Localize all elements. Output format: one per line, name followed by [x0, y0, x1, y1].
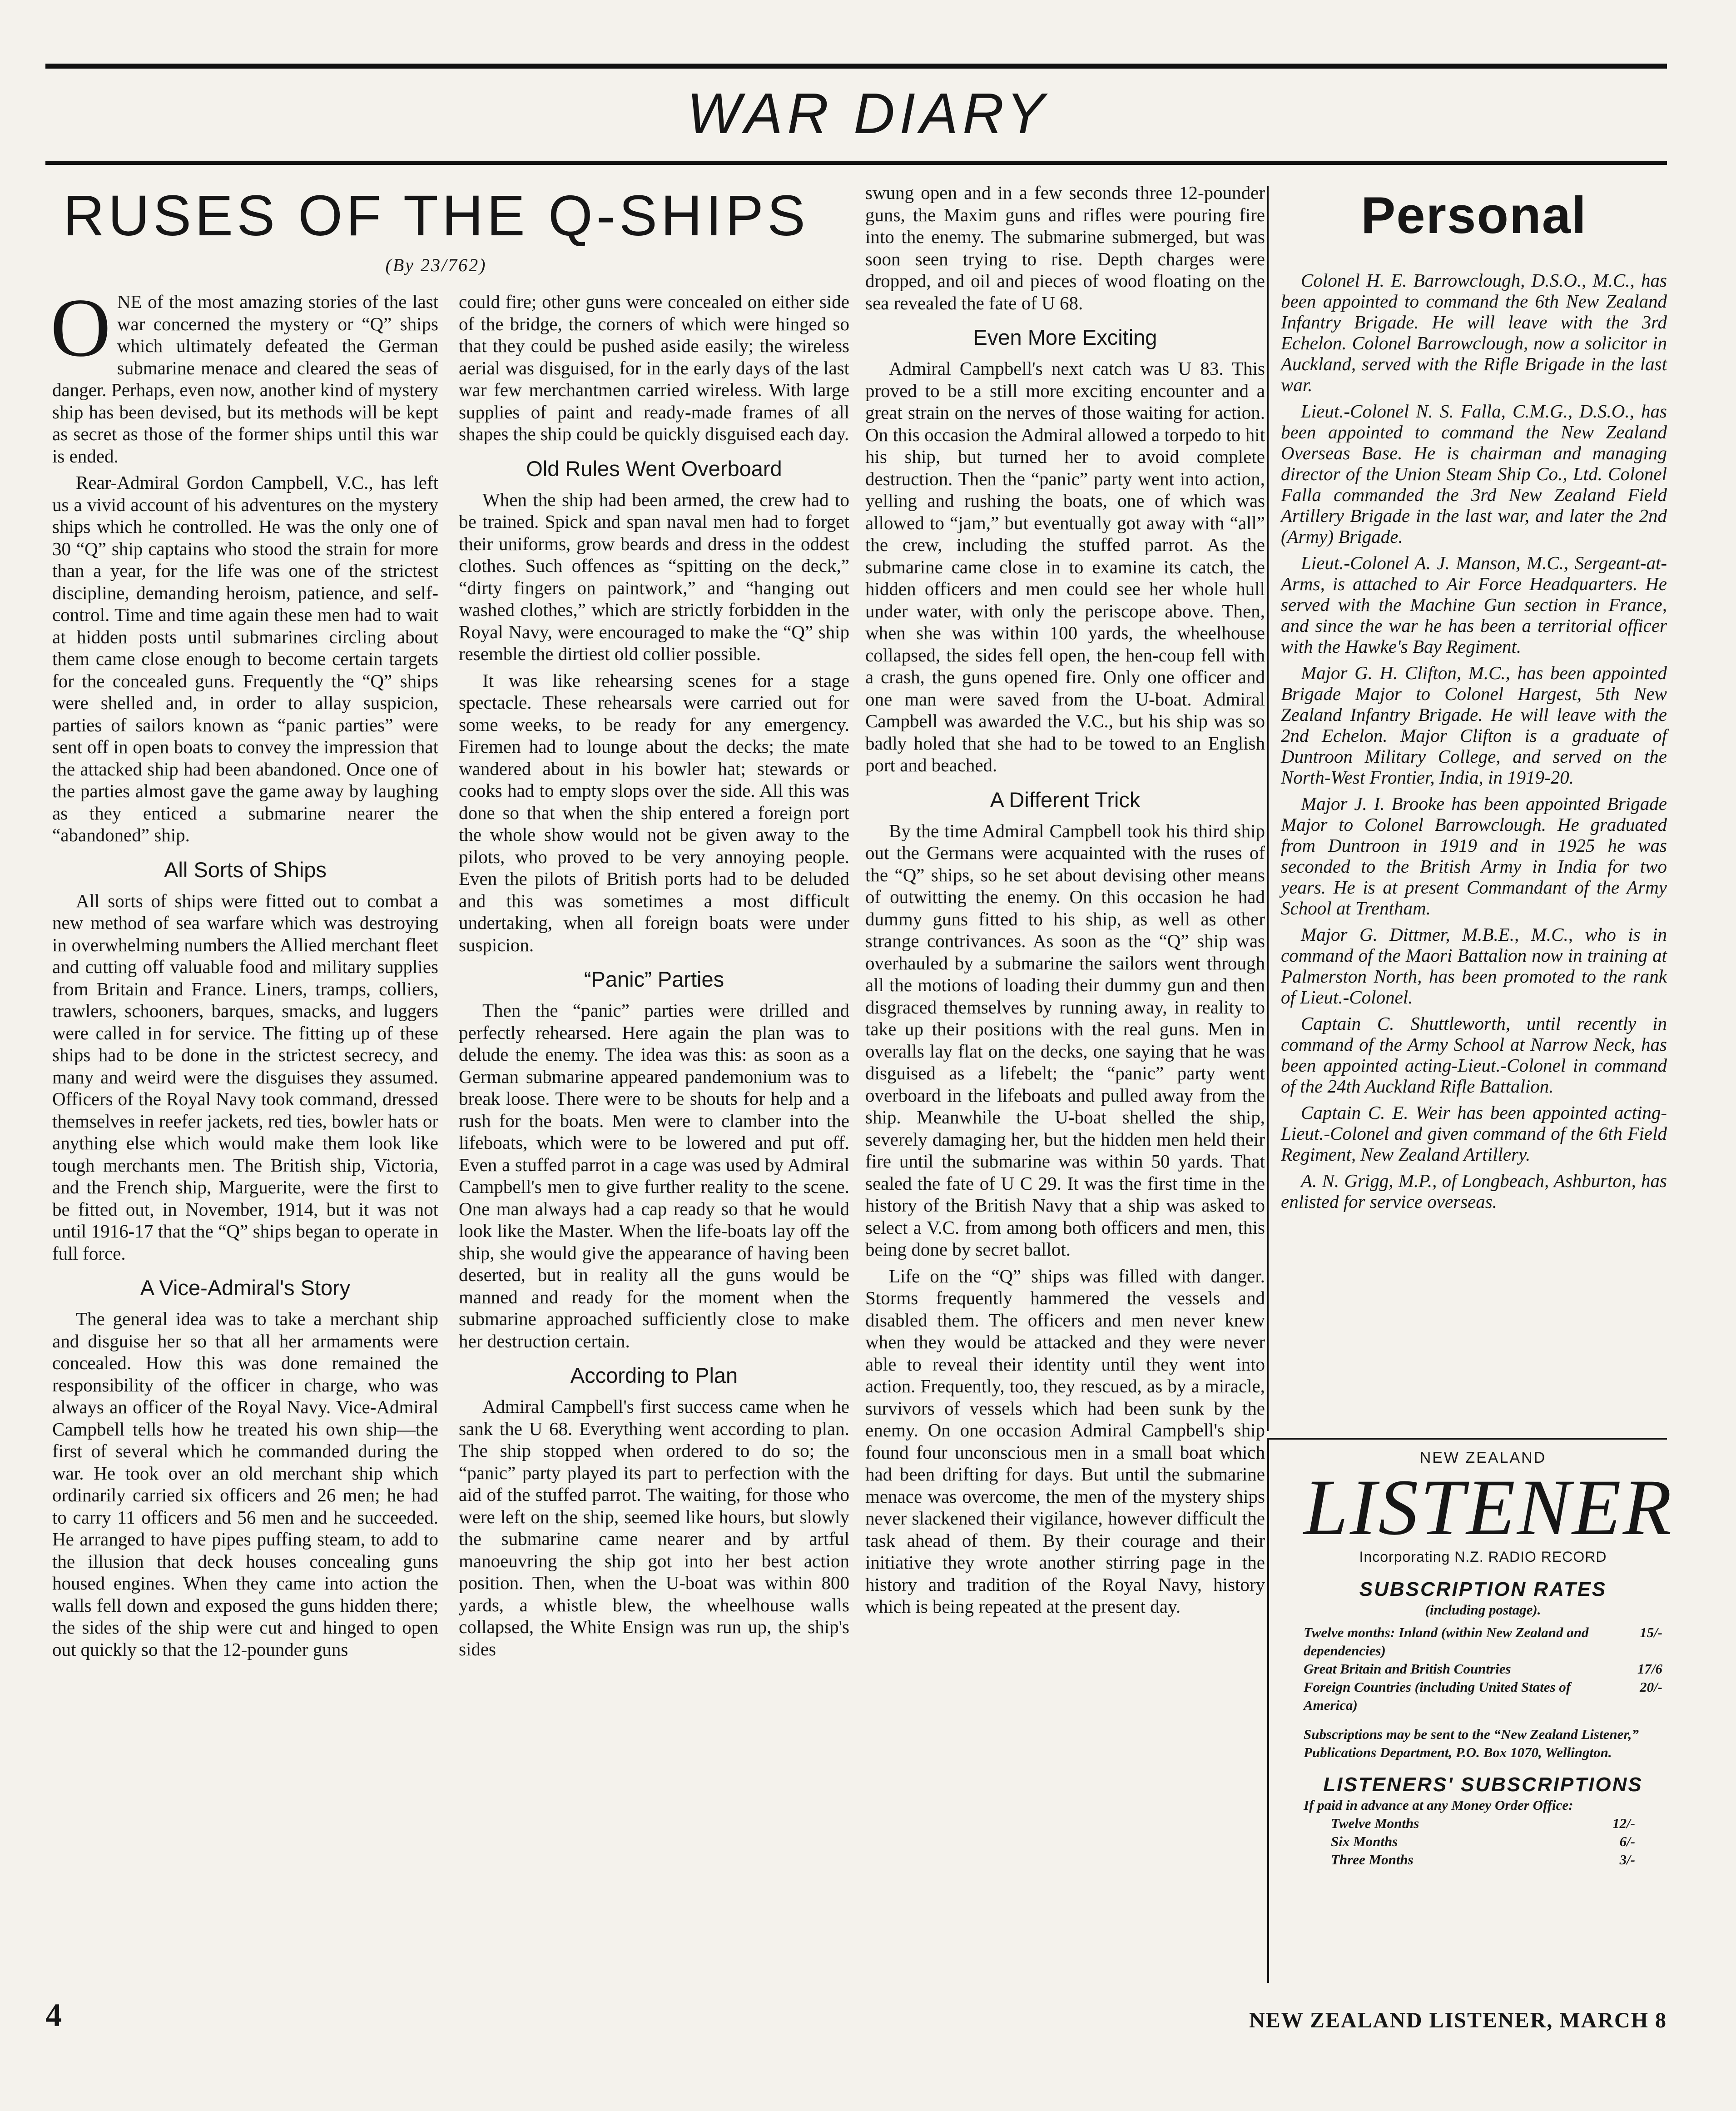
paragraph: By the time Admiral Campbell took his third ship out the Germans were acquainted with the ruses of the “Q” ships, so he set about devising other means of outwitting the enemy. On this occasion he had dummy guns fitted to his ship, as well as other strange contrivances. As soon as the “Q” ship was overhauled by a submarine the sailors went through all the motions of loading their dummy gun and then disgraced themselves by running away, in reality to take up their positions with the real guns. Men in overalls lay flat on the decks, one saying that he was disguised as a lifebelt; the “panic” party went overboard in the lifeboats and pulled away from the ship. Meanwhile the U-boat shelled the ship, severely damaging her, but the hidden men held their fire until the submarine was within 50 yards. That sealed the fate of U C 29. It was the first time in the history of the British Navy that a ship was asked to select a V.C. from among both officers and men, this being done by secret ballot.	[865, 820, 1265, 1260]
masthead-logo: LISTENER	[1304, 1463, 1674, 1552]
paragraph: could fire; other guns were concealed on either side of the bridge, the corners of which were hinged so that they could be pushed aside easily; the wireless aerial was disguised, for in the early days of the last war few merchantmen carried wireless. With large supplies of paint and ready-made frames of all shapes the ship could be quickly disguised each day.	[459, 291, 849, 444]
paragraph	[50, 281, 438, 467]
rate-row	[1304, 1678, 1662, 1714]
rate-value: 3/-	[1619, 1852, 1635, 1868]
personal-title: Personal	[1361, 187, 1587, 244]
rate-row	[1304, 1660, 1662, 1678]
subscription-box-left	[1267, 1438, 1269, 1983]
paragraph: swung open and in a few seconds three 12-pounder guns, the Maxim guns and rifles were pouring fire into the enemy. The submarine submerged, but was soon seen trying to rise. Depth charges were dropped, and oil and pieces of wood floating on the sea revealed the fate of U 68.	[865, 182, 1265, 313]
article-headline: RUSES OF THE Q-SHIPS	[63, 184, 809, 248]
rate-label: Twelve months: Inland (within New Zealand and dependencies)	[1304, 1624, 1589, 1659]
banner-rule	[45, 161, 1667, 165]
personal-item: Captain C. Shuttleworth, until recently in command of the Army School at Narrow Neck, has been appointed acting-Lieut.-Colonel in command of the 24th Auckland Rifle Battalion.	[1281, 1013, 1667, 1097]
subheading: All Sorts of Ships	[164, 857, 327, 882]
paragraph: Admiral Campbell's next catch was U 83. This proved to be a still more exciting encounter and a great strain on the nerves of those waiting for action. On this occasion the Admiral allowed a torpedo to hit his ship, but turned her to avoid complete destruction. Then the “panic” party went into action, yelling and rushing the boats, one of which was allowed to “jam,” but eventually got away with “all” the crew, including the stuffed parrot. As the submarine came close in to examine its catch, the hidden officers and men could see her whole hull under water, with only the periscope above. Then, when she was within 100 yards, the wheelhouse collapsed, the sides fell open, the hen-coup fell with a crash, the guns opened fire. Only one officer and one man were saved from the U-boat. Admiral Campbell was awarded the V.C., but his ship was so badly holed that she had to be towed to an English port and beached.	[865, 358, 1265, 775]
article-column-1	[50, 281, 438, 1665]
paragraph: Rear-Admiral Gordon Campbell, V.C., has left us a vivid account of his adventures on the mystery ships which he controlled. He was the only one of 30 “Q” ship captains who stood the strain for more than a year, for the life was one of the strictest discipline, demanding heroism, patience, and self-control. Time and time again these men had to wait at hidden posts until submarines circling about them came close enough to become certain targets for the concealed guns. Frequently the “Q” ships were shelled and, in order to allay suspicion, parties of sailors known as “panic parties” were sent off in open boats to convey the impression that the attacked ship had been abandoned. Once one of the parties almost gave the game away by laughing as they enticed a submarine nearer the “abandoned” ship.	[52, 472, 438, 845]
personal-item: Major J. I. Brooke has been appointed Brigade Major to Colonel Barrowclough. He graduated from Duntroon in 1919 and in 1925 he was seconded to the British Army in India for two years. He is at present Commandant of the Army School at Trentham.	[1281, 793, 1667, 919]
rate-row	[1331, 1814, 1635, 1833]
paragraph: The general idea was to take a merchant ship and disguise her so that all her armaments were concealed. How this was done remained the responsibility of the officer in charge, who was always an officer of the Royal Navy. Vice-Admiral Campbell tells how he treated his own ship—the first of several which he commanded during the war. He took over an old merchant ship which ordinarily carried six officers and 26 men; he had to carry 11 officers and 56 men and he succeeded. He arranged to have pipes puffing steam, to add to the illusion that deck houses concealing guns housed engines. When they came into action the walls fell down and exposed the guns hidden there; the sides of the ship were cut and hinged to open out quickly so that the 12-pounder guns	[52, 1308, 438, 1660]
subscription-box	[1304, 1449, 1674, 1869]
drop-cap: O	[50, 281, 111, 374]
rate-row	[1331, 1851, 1635, 1869]
postage-note: (including postage).	[1425, 1602, 1541, 1618]
masthead-incorporating: Incorporating N.Z. RADIO RECORD	[1359, 1549, 1607, 1565]
rate-value: 12/-	[1612, 1815, 1635, 1831]
paragraph: It was like rehearsing scenes for a stage spectacle. These rehearsals were carried out for some weeks, to be ready for any emergency. Firemen had to lounge about the decks; the mate wandered about in his bowler hat; stewards or cooks had to empty slops over the side. All this was done so that when the ship entered a foreign port the whole show would not be given away to the pilots, who proved to be very annoying people. Even the pilots of British ports had to be deluded and this was sometimes a most difficult undertaking, when all foreign boats were under suspicion.	[459, 670, 849, 955]
subheading: Old Rules Went Overboard	[526, 456, 782, 481]
advance-note: If paid in advance at any Money Order Office:	[1304, 1797, 1573, 1813]
top-rule	[45, 64, 1667, 69]
section-banner: WAR DIARY	[687, 81, 1049, 145]
rate-value: 17/6	[1637, 1661, 1662, 1677]
footer-publication: NEW ZEALAND LISTENER, MARCH 8	[1249, 2008, 1667, 2032]
page-number: 4	[45, 1997, 62, 2033]
personal-column	[1281, 182, 1667, 1217]
subheading: “Panic” Parties	[584, 967, 724, 991]
rate-label: Twelve Months	[1331, 1815, 1419, 1831]
rate-label: Six Months	[1331, 1833, 1398, 1849]
article-byline: (By 23/762)	[385, 255, 487, 275]
send-note: Subscriptions may be sent to the “New Zealand Listener,” Publications Department, P.O. Box 1070, Wellington.	[1304, 1726, 1639, 1760]
subheading: A Different Trick	[990, 787, 1141, 812]
column-divider-personal	[1267, 186, 1269, 1431]
personal-item: Lieut.-Colonel N. S. Falla, C.M.G., D.S.O., has been appointed to command the New Zealand Overseas Base. He is chairman and managing director of the Union Steam Ship Co., Ltd. Colonel Falla commanded the 3rd New Zealand Field Artillery Brigade in the last war, and later the 2nd (Army) Brigade.	[1281, 401, 1667, 547]
rate-value: 6/-	[1619, 1833, 1635, 1849]
rate-value: 15/-	[1640, 1624, 1662, 1640]
personal-item: Colonel H. E. Barrowclough, D.S.O., M.C., has been appointed to command the 6th New Zealand Infantry Brigade. He will leave with the 3rd Echelon. Colonel Barrowclough, now a solicitor in Auckland, served with the Rifle Brigade in the last war.	[1281, 270, 1667, 395]
personal-item: Captain C. E. Weir has been appointed acting-Lieut.-Colonel and given command of the 6th Field Regiment, New Zealand Artillery.	[1281, 1102, 1667, 1165]
rates-heading: SUBSCRIPTION RATES	[1359, 1578, 1607, 1600]
rates-list	[1304, 1624, 1662, 1714]
subheading: According to Plan	[570, 1363, 738, 1387]
rate-label: Three Months	[1331, 1852, 1414, 1868]
paragraph: Then the “panic” parties were drilled and perfectly rehearsed. Here again the plan was to delude the enemy. The idea was this: as soon as a German submarine appeared pandemonium was to break loose. There were to be shouts for help and a rush for the boats. Men were to clamber into the lifeboats, which were to be lowered and put off. Even a stuffed parrot in a cage was used by Admiral Campbell's men to give further reality to the scene. One man always had a cap ready so that he would look like the Master. When the life-boats lay off the ship, she would give the appearance of having been deserted, but in reality all the guns would be manned and ready for the moment when the submarine approached sufficiently close to make her destruction certain.	[459, 1000, 849, 1351]
paragraph-text: NE of the most amazing stories of the last war concerned the mystery or “Q” ships which ultimately defeated the German submarine menace and cleared the seas of danger. Perhaps, even now, another kind of mystery ship has been devised, but its methods will be kept as secret as those of the former ships until this war is ended.	[52, 291, 438, 467]
rate-label: Great Britain and British Countries	[1304, 1661, 1511, 1677]
paragraph: Admiral Campbell's first success came when he sank the U 68. Everything went according to plan. The ship stopped when ordered to do so; the “panic” party played its part to perfection with the aid of the stuffed parrot. The waiting, for those who were left on the ship, seemed like hours, but slowly the submarine came nearer and by artful manoeuvring the ship got into her best action position. Then, when the U-boat was within 800 yards, a whistle blew, the wheelhouse walls collapsed, the White Ensign was run up, the ship's sides	[459, 1396, 849, 1659]
subheading: Even More Exciting	[973, 325, 1157, 349]
rate-label: Foreign Countries (including United States of America)	[1304, 1679, 1571, 1713]
paragraph: When the ship had been armed, the crew had to be trained. Spick and span naval men had to forget their uniforms, grow beards and dress in the oddest clothes. Such offences as “spitting on the deck,” “dirty fingers on paintwork,” and “hanging out washed clothes,” which are strictly forbidden in the Royal Navy, were encouraged to make the “Q” ship resemble the dirtiest old collier possible.	[459, 489, 849, 664]
rate-value: 20/-	[1640, 1679, 1662, 1695]
listeners-heading: LISTENERS' SUBSCRIPTIONS	[1323, 1773, 1643, 1796]
paragraph: All sorts of ships were fitted out to combat a new method of sea warfare which was destroying in overwhelming numbers the Allied merchant fleet and cutting off valuable food and military supplies from Britain and France. Liners, tramps, colliers, trawlers, schooners, barques, smacks, and luggers were called in for service. The fitting up of these ships had to be done in the strictest secrecy, and many and weird were the disguises they assumed. Officers of the Royal Navy took command, dressed themselves in reefer jackets, red ties, bowler hats or anything else which would make them look like tough merchants men. The British ship, Victoria, and the French ship, Marguerite, were the first to be fitted out, in November, 1914, but it was not until 1916-17 that the “Q” ships began to operate in full force.	[52, 890, 438, 1264]
masthead-country: NEW ZEALAND	[1419, 1449, 1547, 1466]
personal-item: Major G. Dittmer, M.B.E., M.C., who is in command of the Maori Battalion now in training at Palmerston North, has been promoted to the rank of Lieut.-Colonel.	[1281, 924, 1667, 1008]
article-column-3	[865, 182, 1265, 1622]
article-column-2	[459, 291, 849, 1664]
paragraph: Life on the “Q” ships was filled with danger. Storms frequently hammered the vessels and disabled them. The officers and men never knew when they would be attacked and they were never able to reveal their identity until they went into action. Frequently, too, they rescued, as by a miracle, survivors of vessels which had been sunk by the enemy. On one occasion Admiral Campbell's ship found four unconscious men in a small boat which had been drifting for days. But until the submarine menace was overcome, the men of the mystery ships never slackened their vigilance, however difficult the task ahead of them. By their courage and their initiative they wrote another stirring page in the history and tradition of the Royal Navy, history which is being repeated at the present day.	[865, 1265, 1265, 1617]
personal-item: A. N. Grigg, M.P., of Longbeach, Ashburton, has enlisted for service overseas.	[1281, 1170, 1667, 1212]
listener-rates-list	[1304, 1814, 1662, 1869]
rate-row	[1304, 1624, 1662, 1660]
subscription-box-top	[1267, 1438, 1667, 1440]
personal-item: Major G. H. Clifton, M.C., has been appointed Brigade Major to Colonel Hargest, 5th New Zealand Infantry Brigade. He will leave with the 2nd Echelon. Major Clifton is a graduate of Duntroon Military College, and served on the North-West Frontier, India, in 1919-20.	[1281, 662, 1667, 788]
subheading: A Vice-Admiral's Story	[140, 1276, 351, 1300]
personal-item: Lieut.-Colonel A. J. Manson, M.C., Sergeant-at-Arms, is attached to Air Force Headquarters. He served with the Machine Gun section in France, and since the war he has been a territorial officer with the Hawke's Bay Regiment.	[1281, 552, 1667, 657]
rate-row	[1331, 1833, 1635, 1851]
personal-items	[1281, 270, 1667, 1212]
